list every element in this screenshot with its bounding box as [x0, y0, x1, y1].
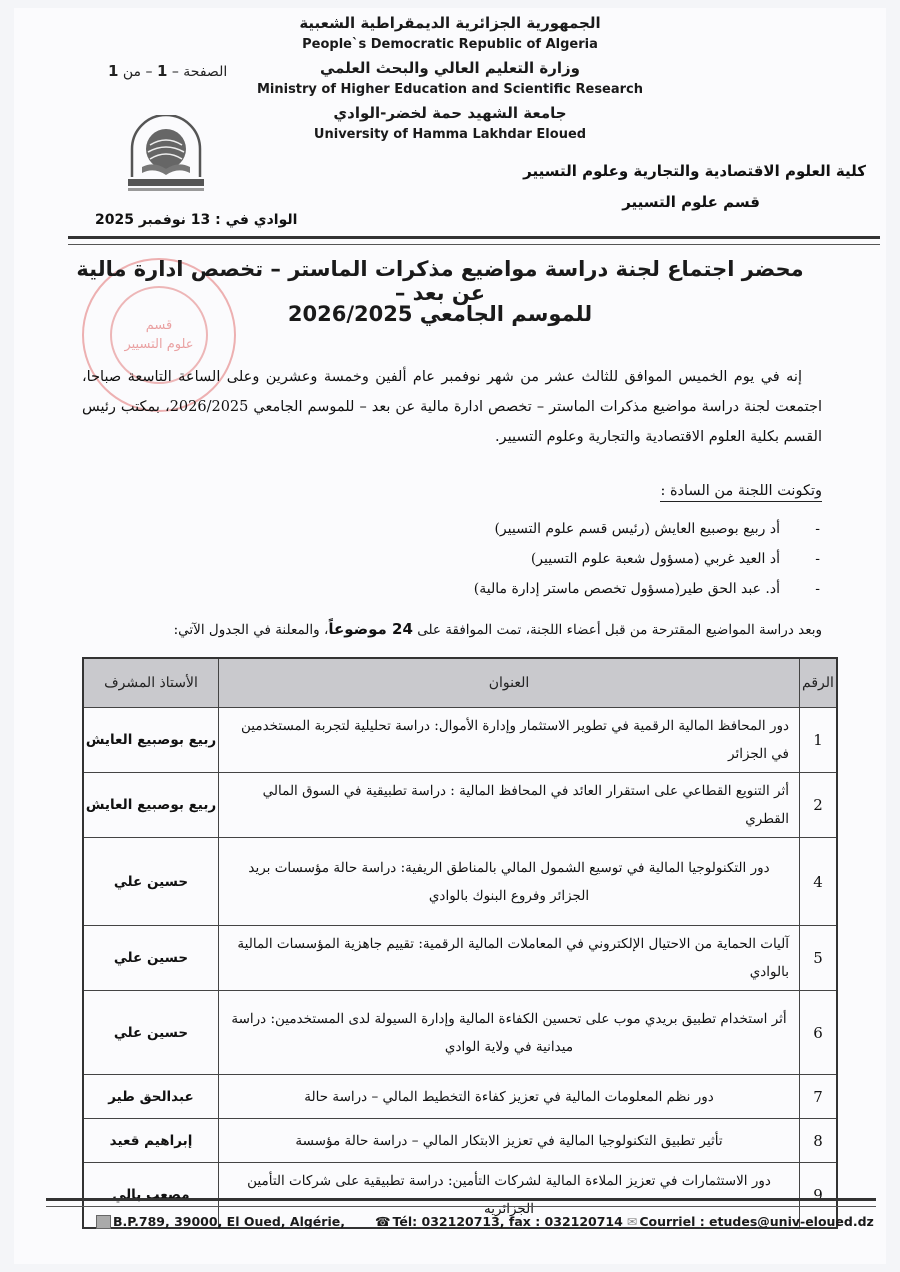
university-arabic: جامعة الشهيد حمة لخضر-الوادي: [333, 104, 567, 122]
stamp-line-1: قسم: [145, 317, 173, 333]
row-title: دور التكنولوجيا المالية في توسيع الشمول المالي بالمناطق الريفية: دراسة حالة مؤسسات بريد الجزائر وفروع البنوك بالوادي: [219, 838, 800, 926]
ministry-english: Ministry of Higher Education and Scientific Research: [256, 82, 644, 97]
table-row: [83, 773, 837, 838]
university-english: University of Hamma Lakhdar Eloued: [313, 127, 587, 142]
date-value: 13 نوفمبر 2025: [95, 212, 211, 228]
bullet-dash: -: [815, 581, 820, 597]
table-row: [83, 1119, 837, 1163]
document-title-line-2: للموسم الجامعي 2026/2025: [287, 302, 593, 326]
row-title: دور الاستثمارات في تعزيز الملاءة المالية لشركات التأمين: دراسة تطبيقية على شركات التأمين الجزائرية: [219, 1163, 800, 1229]
table-row: [83, 926, 837, 991]
committee-member: [474, 574, 820, 604]
phone-icon: ☎: [374, 1214, 391, 1229]
header-title: العنوان: [219, 658, 800, 708]
committee-member: [474, 514, 820, 544]
row-number: 4: [800, 838, 838, 926]
faculty-name: كلية العلوم الاقتصادية والتجارية وعلوم التسيير: [523, 162, 866, 180]
row-supervisor: عبدالحق طير: [83, 1075, 219, 1119]
bullet-dash: -: [815, 521, 820, 537]
table-row: [83, 991, 837, 1075]
committee-members: [474, 514, 820, 604]
row-number: 9: [800, 1163, 838, 1229]
row-supervisor: ربيع بوصبيع العايش: [83, 773, 219, 838]
row-title: دور المحافظ المالية الرقمية في تطوير الاستثمار وإدارة الأموال: دراسة تحليلية لتجربة المستخدمين في الجزائر: [219, 708, 800, 773]
date-prefix: الوادي في :: [215, 212, 298, 228]
row-title: تأثير تطبيق التكنولوجيا المالية في تعزيز الابتكار المالي – دراسة حالة مؤسسة: [219, 1119, 800, 1163]
approval-before: وبعد دراسة المواضيع المقترحة من قبل أعضاء اللجنة، تمت الموافقة على: [417, 622, 822, 638]
member-text: أد. عبد الحق طير(مسؤول تخصص ماستر إدارة مالية): [473, 581, 780, 597]
row-number: 1: [800, 708, 838, 773]
university-logo-icon: [122, 115, 210, 195]
document-title-line-1: محضر اجتماع لجنة دراسة مواضيع مذكرات الماستر – تخصص ادارة مالية عن بعد –: [76, 257, 804, 305]
row-title: أثر استخدام تطبيق بريدي موب على تحسين الكفاءة المالية وإدارة السيولة لدى المستخدمين: دراسة ميدانية في ولاية الوادي: [219, 991, 800, 1075]
member-text: أد العيد غربي (مسؤول شعبة علوم التسيير): [530, 551, 780, 567]
header-divider: [68, 236, 880, 245]
row-number: 8: [800, 1119, 838, 1163]
republic-arabic: الجمهورية الجزائرية الديمقراطية الشعبية: [299, 14, 601, 32]
table-header-row: [83, 658, 837, 708]
page-label: الصفحة: [183, 64, 228, 80]
row-number: 7: [800, 1075, 838, 1119]
approval-after: ، والمعلنة في الجدول الآتي:: [173, 622, 329, 638]
row-title: أثر التنويع القطاعي على استقرار العائد في المحافظ المالية : دراسة تطبيقية في السوق المالي القطري: [219, 773, 800, 838]
row-supervisor: مصعب بالي: [83, 1163, 219, 1229]
header-supervisor: الأستاذ المشرف: [83, 658, 219, 708]
table-row: [83, 1075, 837, 1119]
row-supervisor: حسين علي: [83, 991, 219, 1075]
row-number: 6: [800, 991, 838, 1075]
row-title: آليات الحماية من الاحتيال الإلكتروني في المعاملات المالية الرقمية: تقييم جاهزية المؤسسات المالية بالوادي: [219, 926, 800, 991]
footer-address: B.P.789, 39000, El Oued, Algérie,: [113, 1214, 345, 1229]
table-row: [83, 838, 837, 926]
page-total: 1: [108, 62, 119, 80]
row-supervisor: إبراهيم قعيد: [83, 1119, 219, 1163]
table-row: [83, 708, 837, 773]
row-number: 5: [800, 926, 838, 991]
member-text: أد ربيع بوصبيع العايش (رئيس قسم علوم التسيير): [494, 521, 780, 537]
mailbox-icon: [96, 1215, 111, 1229]
university-logo: [122, 115, 210, 195]
meeting-paragraph: إنه في يوم الخميس الموافق للثالث عشر من شهر نوفمبر عام ألفين وخمسة وعشرين وعلى الساعة التاسعة صباحا، اجتمعت لجنة دراسة مواضيع مذكرات الماستر – تخصص ادارة مالية عن بعد – للموسم الجامعي 2026/2025، بمكتب رئيس القسم بكلية العلوم الاقتصادية والتجارية وعلوم التسيير.: [82, 369, 822, 445]
footer-divider: [46, 1198, 876, 1207]
row-supervisor: ربيع بوصبيع العايش: [83, 708, 219, 773]
row-supervisor: حسين علي: [83, 838, 219, 926]
department-name: قسم علوم التسيير: [622, 193, 760, 211]
page-current: 1: [156, 62, 168, 80]
row-supervisor: حسين علي: [83, 926, 219, 991]
footer-phone: Tél: 032120713, fax : 032120714: [392, 1214, 623, 1229]
approval-count: 24 موضوعاً: [328, 620, 413, 638]
committee-label: وتكونت اللجنة من السادة :: [660, 483, 822, 502]
page-number: الصفحة – 1 – من 1: [108, 62, 228, 80]
approval-sentence: [174, 620, 822, 638]
row-number: 2: [800, 773, 838, 838]
bullet-dash: -: [815, 551, 820, 567]
stamp-line-2: علوم التسيير: [124, 337, 194, 352]
footer-contact: [96, 1214, 876, 1229]
topics-table: [82, 657, 838, 1229]
ministry-arabic: وزارة التعليم العالي والبحث العلمي: [319, 59, 581, 77]
document-date: [95, 212, 297, 228]
committee-member: [474, 544, 820, 574]
page-of: من: [122, 64, 142, 80]
header-number: الرقم: [800, 658, 838, 708]
footer-email: Courriel : etudes@univ-eloued.dz: [639, 1214, 874, 1229]
republic-english: People`s Democratic Republic of Algeria: [302, 37, 598, 52]
row-title: دور نظم المعلومات المالية في تعزيز كفاءة التخطيط المالي – دراسة حالة: [219, 1075, 800, 1119]
email-icon: ✉: [626, 1214, 638, 1229]
